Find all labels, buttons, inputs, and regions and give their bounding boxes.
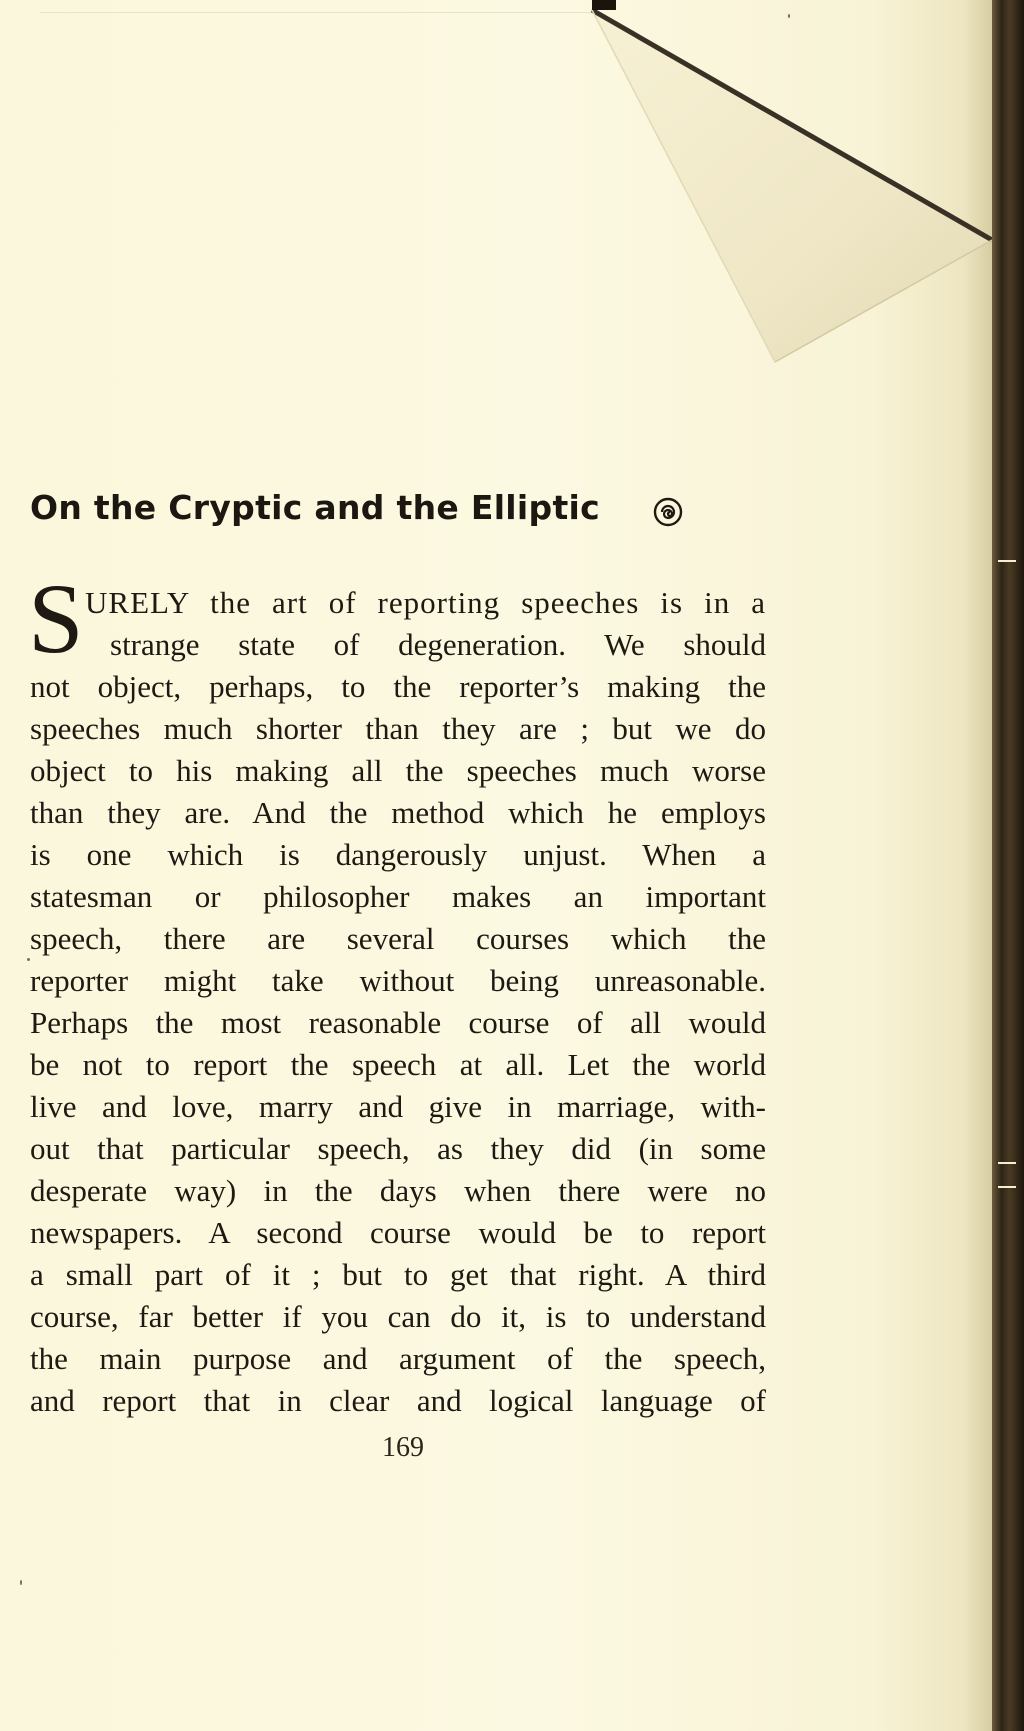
body-text <box>30 582 766 1422</box>
text-line: speeches much shorter than they are ; but we do <box>30 711 766 746</box>
spiral-ornament-icon <box>652 496 684 528</box>
text-line: newspapers. A second course would be to report <box>30 1215 766 1250</box>
drop-cap: S <box>28 563 84 674</box>
edge-mark <box>998 560 1016 562</box>
text-line: speech, there are several courses which the <box>30 921 766 956</box>
text-line: live and love, marry and give in marriage, with- <box>30 1089 766 1124</box>
text-line: URELY the art of reporting speeches is in a <box>85 585 766 620</box>
text-line: and report that in clear and logical language of <box>30 1383 766 1418</box>
text-line: not object, perhaps, to the reporter’s making the <box>30 669 766 704</box>
edge-mark <box>998 1162 1016 1164</box>
text-line: than they are. And the method which he employs <box>30 795 766 830</box>
text-line: desperate way) in the days when there were no <box>30 1173 766 1208</box>
text-line: out that particular speech, as they did (in some <box>30 1131 766 1166</box>
binding-edge <box>992 0 1024 1731</box>
text-line: the main purpose and argument of the speech, <box>30 1341 766 1376</box>
text-line: reporter might take without being unreasonable. <box>30 963 766 998</box>
text-line: be not to report the speech at all. Let the world <box>30 1047 766 1082</box>
text-line: strange state of degeneration. We should <box>110 627 766 662</box>
paper-speck <box>788 14 790 18</box>
paper-speck <box>20 1580 22 1585</box>
folded-corner <box>0 0 992 400</box>
chapter-title: On the Cryptic and the Elliptic <box>30 488 600 527</box>
text-line: object to his making all the speeches much worse <box>30 753 766 788</box>
page-number: 169 <box>382 1432 424 1463</box>
text-line: statesman or philosopher makes an important <box>30 879 766 914</box>
text-line: Perhaps the most reasonable course of all would <box>30 1005 766 1040</box>
edge-mark <box>998 1186 1016 1188</box>
text-line: is one which is dangerously unjust. When a <box>30 837 766 872</box>
paper-speck <box>27 958 30 961</box>
text-line: course, far better if you can do it, is to understand <box>30 1299 766 1334</box>
text-line: a small part of it ; but to get that right. A third <box>30 1257 766 1292</box>
